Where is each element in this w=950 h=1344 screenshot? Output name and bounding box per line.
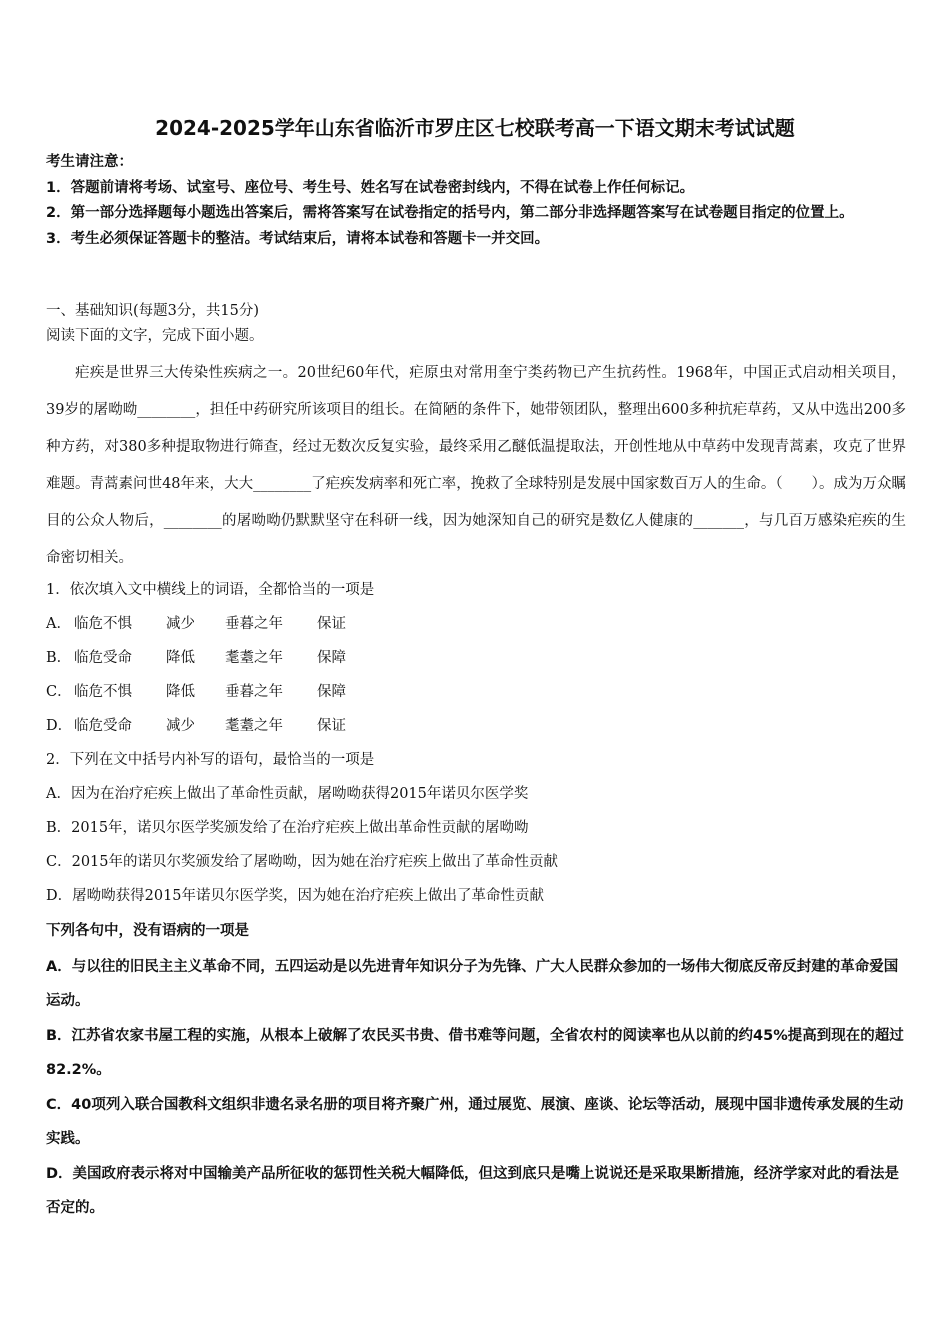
section-instruction: 阅读下面的文字，完成下面小题。 (46, 328, 264, 344)
option-word: 减少 (166, 718, 195, 734)
option-letter: B． (46, 650, 72, 666)
question-1-option-a (46, 609, 906, 643)
question-list (46, 575, 906, 915)
option-word: 保证 (317, 718, 346, 734)
section-heading: 一、基础知识(每题3分，共15分) (46, 303, 259, 319)
passage-text: 疟疾是世界三大传染性疾病之一。20世纪60年代，疟原虫对常用奎宁类药物已产生抗药性。1968年，中国正式启动相关项目，39岁的屠呦呦________，担任中药研究所该项目的组长。在简陋的条件下，她带领团队，整理出600多种抗疟草药，又从中选出200多种方药，对380多种提取物进行筛查，经过无数次反复实验，最终采用乙醚低温提取法，开创性地从中草药中发现青蒿素，攻克了世界难题。青蒿素问世48年来，大大________了疟疾发病率和死亡率，挽救了全球特别是发展中国家数百万人的生命。（ ）。成为万众瞩目的公众人物后，________的屠呦呦仍默默坚守在科研一线，因为她深知自己的研究是数亿人健康的_______，与几百万感染疟疾的生命密切相关。 (46, 365, 906, 566)
question-3-option-a: A．与以往的旧民主主义革命不同，五四运动是以先进青年知识分子为先锋、广大人民群众参加的一场伟大彻底反帝反封建的革命爱国运动。 (46, 958, 899, 1009)
option-word: 耄耋之年 (225, 718, 283, 734)
question-2-stem: 2．下列在文中括号内补写的语句，最恰当的一项是 (46, 752, 375, 768)
notice-item: 3．考生必须保证答题卡的整洁。考试结束后，请将本试卷和答题卡一并交回。 (46, 230, 550, 247)
option-word: 临危不惧 (74, 616, 132, 632)
question-3 (46, 914, 906, 1226)
question-1-option-d (46, 711, 906, 745)
option-word: 减少 (166, 616, 195, 632)
notice-heading: 考生请注意： (46, 154, 133, 170)
option-letter: C． (46, 684, 72, 700)
option-letter: D． (46, 718, 73, 734)
question-2-option-a: A．因为在治疗疟疾上做出了革命性贡献，屠呦呦获得2015年诺贝尔医学奖 (46, 786, 529, 802)
section-header (46, 299, 906, 349)
option-word: 垂暮之年 (225, 684, 283, 700)
question-1-stem: 1．依次填入文中横线上的词语，全都恰当的一项是 (46, 582, 375, 598)
option-word: 保障 (317, 650, 346, 666)
option-word: 降低 (166, 684, 195, 700)
notice-item: 2．第一部分选择题每小题选出答案后，需将答案写在试卷指定的括号内，第二部分非选择题答案写在试卷题目指定的位置上。 (46, 205, 854, 221)
question-3-option-b: B．江苏省农家书屋工程的实施，从根本上破解了农民买书贵、借书难等问题，全省农村的阅读率也从以前的约45%提高到现在的超过82.2%。 (46, 1027, 904, 1078)
option-word: 保证 (317, 616, 346, 632)
notice-item: 1．答题前请将考场、试室号、座位号、考生号、姓名写在试卷密封线内，不得在试卷上作任何标记。 (46, 179, 695, 196)
option-word: 耄耋之年 (225, 650, 283, 666)
question-3-option-c: C．40项列入联合国教科文组织非遗名录名册的项目将齐聚广州，通过展览、展演、座谈、论坛等活动，展现中国非遗传承发展的生动实践。 (46, 1096, 904, 1147)
option-word: 临危受命 (74, 718, 132, 734)
notice-block (46, 150, 906, 252)
question-2-option-c: C．2015年的诺贝尔奖颁发给了屠呦呦，因为她在治疗疟疾上做出了革命性贡献 (46, 854, 558, 870)
reading-passage (46, 355, 906, 577)
option-word: 临危受命 (74, 650, 132, 666)
option-word: 保障 (317, 684, 346, 700)
option-word: 垂暮之年 (225, 616, 283, 632)
page-title: 2024-2025学年山东省临沂市罗庄区七校联考高一下语文期末考试试题 (155, 116, 795, 140)
question-2-option-b: B．2015年，诺贝尔医学奖颁发给了在治疗疟疾上做出革命性贡献的屠呦呦 (46, 820, 529, 836)
option-word: 降低 (166, 650, 195, 666)
option-word: 临危不惧 (74, 684, 132, 700)
question-3-stem: 下列各句中，没有语病的一项是 (46, 923, 249, 939)
question-2-option-d: D．屠呦呦获得2015年诺贝尔医学奖，因为她在治疗疟疾上做出了革命性贡献 (46, 888, 545, 904)
question-1-option-b (46, 643, 906, 677)
question-1-option-c (46, 677, 906, 711)
option-letter: A． (46, 616, 71, 632)
question-3-option-d: D．美国政府表示将对中国输美产品所征收的惩罚性关税大幅降低，但这到底只是嘴上说说还是采取果断措施，经济学家对此的看法是否定的。 (46, 1165, 900, 1216)
